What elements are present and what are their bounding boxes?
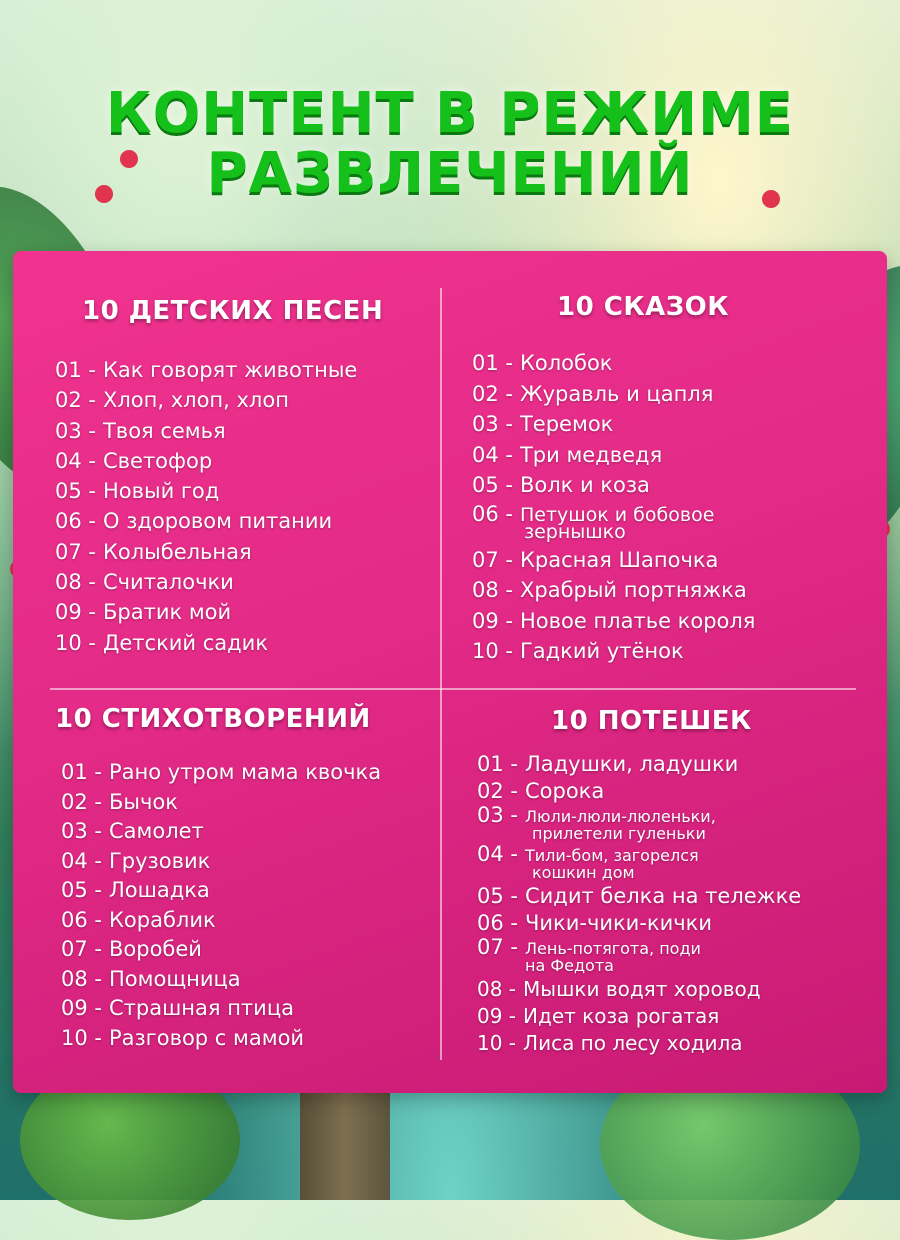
list-item: 01 - Рано утром мама квочка	[61, 760, 382, 784]
list-item: 05 - Волк и коза	[472, 473, 650, 497]
list-item: 09 - Идет коза рогатая	[477, 1004, 720, 1028]
list-item: 07 - Красная Шапочка	[472, 547, 719, 572]
list-item: 10 - Разговор с мамой	[61, 1025, 305, 1050]
list-item: 09 - Братик мой	[55, 600, 232, 625]
list-item: 08 - Мышки водят хоровод	[477, 977, 761, 1001]
title-line-1: КОНТЕНТ В РЕЖИМЕ	[105, 81, 795, 146]
list-item: 08 - Считалочки	[55, 570, 234, 595]
list-item: 03 - Теремок	[472, 412, 614, 436]
section-title-poems: 10 СТИХОТВОРЕНИЙ	[55, 704, 371, 734]
section-title-rhymes: 10 ПОТЕШЕК	[551, 706, 752, 736]
list-item: 10 - Лиса по лесу ходила	[477, 1031, 743, 1055]
list-item: 10 - Детский садик	[55, 630, 269, 655]
list-item: 09 - Страшная птица	[61, 996, 294, 1020]
list-item: 04 - Грузовик	[61, 848, 211, 873]
list-item: 04 - Три медведя	[472, 442, 663, 467]
list-item: 02 - Журавль и цапля	[472, 381, 714, 406]
list-item: 07 - Колыбельная	[55, 539, 252, 564]
songs-list	[55, 355, 357, 658]
list-item: 01 - Как говорят животные	[55, 358, 358, 382]
list-item: 06 - Кораблик	[61, 907, 216, 932]
list-item: 03 - Самолет	[61, 819, 204, 843]
list-item: 01 - Колобок	[472, 351, 613, 375]
list-item: 03 - Твоя семья	[55, 418, 226, 443]
list-item: 01 - Ладушки, ладушки	[477, 752, 739, 776]
poems-list	[61, 758, 381, 1053]
list-item: 04 - Светофор	[55, 448, 213, 473]
tales-list	[472, 348, 755, 667]
list-item: 07 - Лень-потягота, поди на Федота	[477, 935, 701, 975]
list-item: 08 - Помощница	[61, 966, 241, 991]
page-title	[0, 81, 900, 206]
list-item: 07 - Воробей	[61, 937, 202, 961]
list-item: 05 - Лошадка	[61, 878, 210, 902]
list-item: 05 - Сидит белка на тележке	[477, 884, 802, 908]
list-item: 06 - Чики-чики-кички	[477, 911, 712, 935]
section-title-songs: 10 ДЕТСКИХ ПЕСЕН	[82, 296, 384, 326]
list-item: 02 - Сорока	[477, 779, 605, 803]
list-item: 08 - Храбрый портняжка	[472, 578, 747, 602]
list-item: 03 - Люли-люли-люленьки, прилетели гуленьки	[477, 803, 716, 843]
list-item: 02 - Хлоп, хлоп, хлоп	[55, 388, 289, 413]
rhymes-list	[477, 751, 801, 1057]
list-item: 06 - О здоровом питании	[55, 509, 333, 534]
list-item: 10 - Гадкий утёнок	[472, 639, 684, 663]
list-item: 05 - Новый год	[55, 479, 220, 504]
section-title-tales: 10 СКАЗОК	[557, 292, 730, 322]
list-item: 06 - Петушок и бобовое зернышко	[472, 501, 715, 543]
list-item: 04 - Тили-бом, загорелся кошкин дом	[477, 842, 699, 882]
divider-horizontal	[50, 688, 856, 690]
list-item: 09 - Новое платье короля	[472, 608, 756, 633]
title-line-2: РАЗВЛЕЧЕНИЙ	[206, 141, 694, 206]
divider-vertical	[440, 288, 442, 1060]
list-item: 02 - Бычок	[61, 789, 178, 814]
